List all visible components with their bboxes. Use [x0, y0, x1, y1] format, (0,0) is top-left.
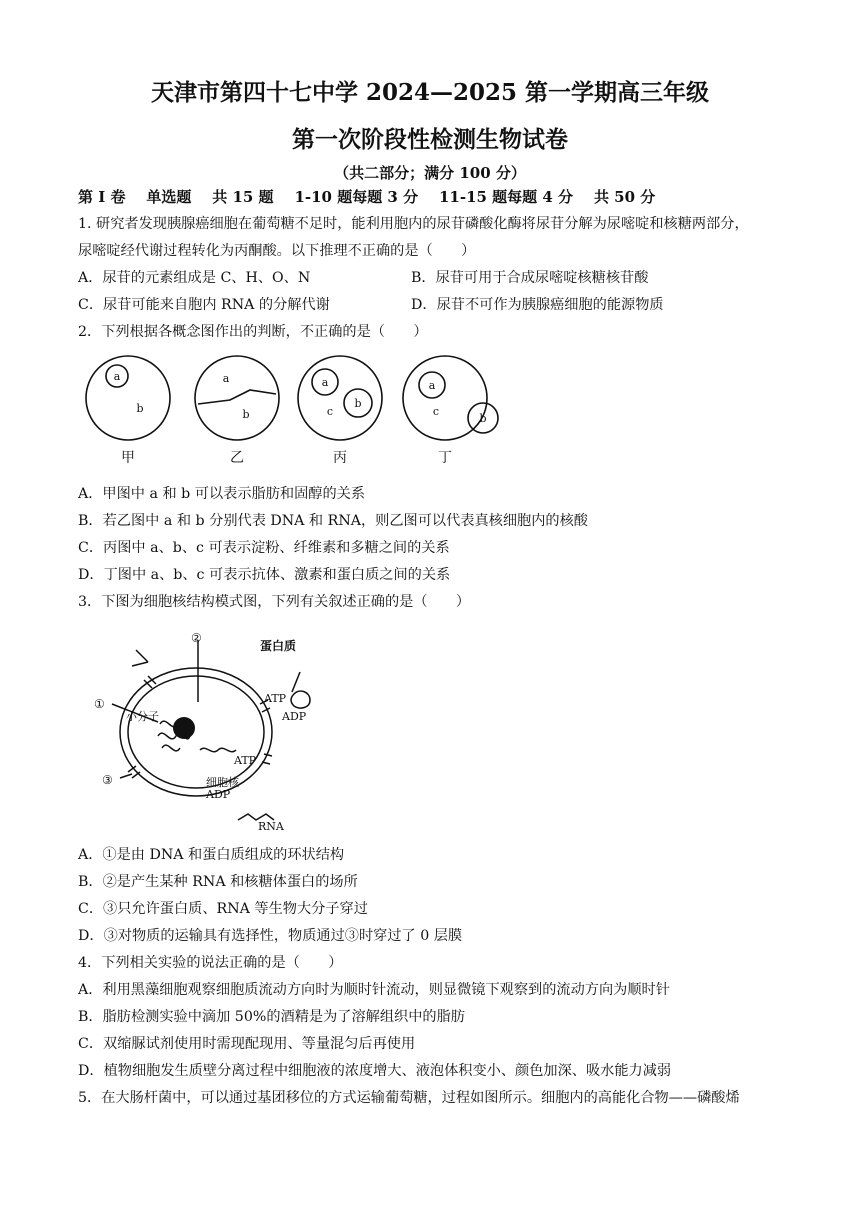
q4-option-c: C．双缩脲试剂使用时需现配现用、等量混匀后再使用: [78, 1036, 416, 1052]
q1-option-d: D．尿苷不可作为胰腺癌细胞的能源物质: [411, 297, 664, 313]
rna-strand-inside: [200, 748, 236, 751]
figure-name-jia: 甲: [121, 450, 135, 466]
q4-option-a: A．利用黑藻细胞观察细胞质流动方向时为顺时针流动，则显微镜下观察到的流动方向为顺时针: [78, 982, 670, 998]
nucleus-structure-figure: [88, 632, 328, 832]
q2-option-d: D．丁图中 a、b、c 可表示抗体、激素和蛋白质之间的关系: [78, 567, 451, 583]
jia-outer-circle: [86, 356, 170, 440]
label-2: ②: [191, 632, 202, 645]
nuclear-envelope-outer: [120, 668, 272, 796]
q3-option-d: D．③对物质的运输具有选择性，物质通过③时穿过了 0 层膜: [78, 928, 463, 944]
q3-option-b: B．②是产生某种 RNA 和核糖体蛋白的场所: [78, 874, 358, 890]
q4-option-d: D．植物细胞发生质壁分离过程中细胞液的浓度增大、液泡体积变小、颜色加深、吸水能力减弱: [78, 1063, 672, 1079]
jia-label-a: a: [113, 370, 121, 383]
q3-option-a: A．①是由 DNA 和蛋白质组成的环状结构: [78, 847, 345, 863]
small-molecule-arrows: [132, 650, 148, 666]
ding-label-a: a: [428, 379, 436, 392]
section-header: 第 I 卷 单选题 共 15 题 1-10 题每题 3 分 11-15 题每题 4 分 共 50 分: [78, 188, 656, 206]
chromatin-3: [162, 745, 180, 751]
exam-title-line1: 天津市第四十七中学 2024—2025 第一学期高三年级: [150, 79, 710, 106]
q1-option-b: B．尿苷可用于合成尿嘧啶核糖核苷酸: [411, 270, 649, 286]
bing-label-c: c: [326, 405, 334, 418]
protein-blob: [291, 691, 310, 708]
exam-subtitle: （共二部分；满分 100 分）: [334, 164, 526, 182]
q1-option-a: A．尿苷的元素组成是 C、H、O、N: [78, 270, 311, 286]
bing-outer-circle: [298, 356, 382, 440]
yi-label-a: a: [222, 372, 230, 385]
nuclear-pore-bottom-left: [128, 766, 140, 778]
bing-label-b: b: [354, 397, 362, 410]
label-3: ③: [102, 773, 113, 787]
nucleus-label: 细胞核: [206, 776, 239, 789]
yi-divider-line: [198, 390, 276, 404]
q2-stem: 2．下列根据各概念图作出的判断，不正确的是（ ）: [78, 324, 428, 340]
atp-label-top: ATP: [264, 692, 287, 705]
nuclear-pore-right-bottom: [262, 754, 272, 764]
label-3-leader: [120, 774, 132, 778]
small-molecule-label: 小分子: [126, 710, 159, 723]
q1-stem-line1: 1. 研究者发现胰腺癌细胞在葡萄糖不足时，能利用胞内的尿苷磷酸化酶将尿苷分解为尿嘧啶和核糖两部分，: [78, 216, 749, 232]
adp-label-bottom: ADP: [206, 788, 231, 801]
q2-option-c: C．丙图中 a、b、c 可表示淀粉、纤维素和多糖之间的关系: [78, 540, 450, 556]
figure-name-bing: 丙: [333, 450, 347, 466]
protein-label: 蛋白质: [260, 639, 297, 653]
nucleolus: [173, 717, 195, 739]
yi-outer-circle: [195, 356, 279, 440]
protein-pointer: [292, 672, 300, 692]
figure-name-ding: 丁: [438, 450, 452, 466]
q2-option-b: B．若乙图中 a 和 b 分别代表 DNA 和 RNA，则乙图可以代表真核细胞内的核酸: [78, 513, 588, 529]
q1-option-c: C．尿苷可能来自胞内 RNA 的分解代谢: [78, 297, 330, 313]
yi-label-b: b: [242, 408, 250, 421]
label-1: ①: [94, 697, 105, 711]
rna-label: RNA: [258, 820, 284, 832]
jia-label-b: b: [136, 402, 144, 415]
ding-label-b: b: [479, 412, 487, 425]
exam-title-line2: 第一次阶段性检测生物试卷: [292, 126, 568, 153]
nuclear-envelope-inner: [128, 676, 264, 788]
q4-option-b: B．脂肪检测实验中滴加 50%的酒精是为了溶解组织中的脂肪: [78, 1009, 465, 1025]
q3-option-c: C．③只允许蛋白质、RNA 等生物大分子穿过: [78, 901, 368, 917]
atp-label-bottom: ATP: [234, 754, 257, 767]
adp-label-top: ADP: [282, 710, 307, 723]
bing-label-a: a: [321, 376, 329, 389]
q2-option-a: A．甲图中 a 和 b 可以表示脂肪和固醇的关系: [78, 486, 366, 502]
q5-stem: 5．在大肠杆菌中，可以通过基团移位的方式运输葡萄糖，过程如图所示。细胞内的高能化合物——磷酸烯: [78, 1090, 740, 1106]
figure-name-yi: 乙: [230, 450, 244, 466]
ding-outer-circle: [403, 356, 487, 440]
q4-stem: 4．下列相关实验的说法正确的是（ ）: [78, 955, 343, 971]
q1-stem-line2: 尿嘧啶经代谢过程转化为丙酮酸。以下推理不正确的是（ ）: [78, 243, 476, 259]
ding-label-c: c: [432, 405, 440, 418]
q3-stem: 3．下图为细胞核结构模式图，下列有关叙述正确的是（ ）: [78, 594, 471, 610]
concept-diagram-figure: [80, 352, 510, 470]
